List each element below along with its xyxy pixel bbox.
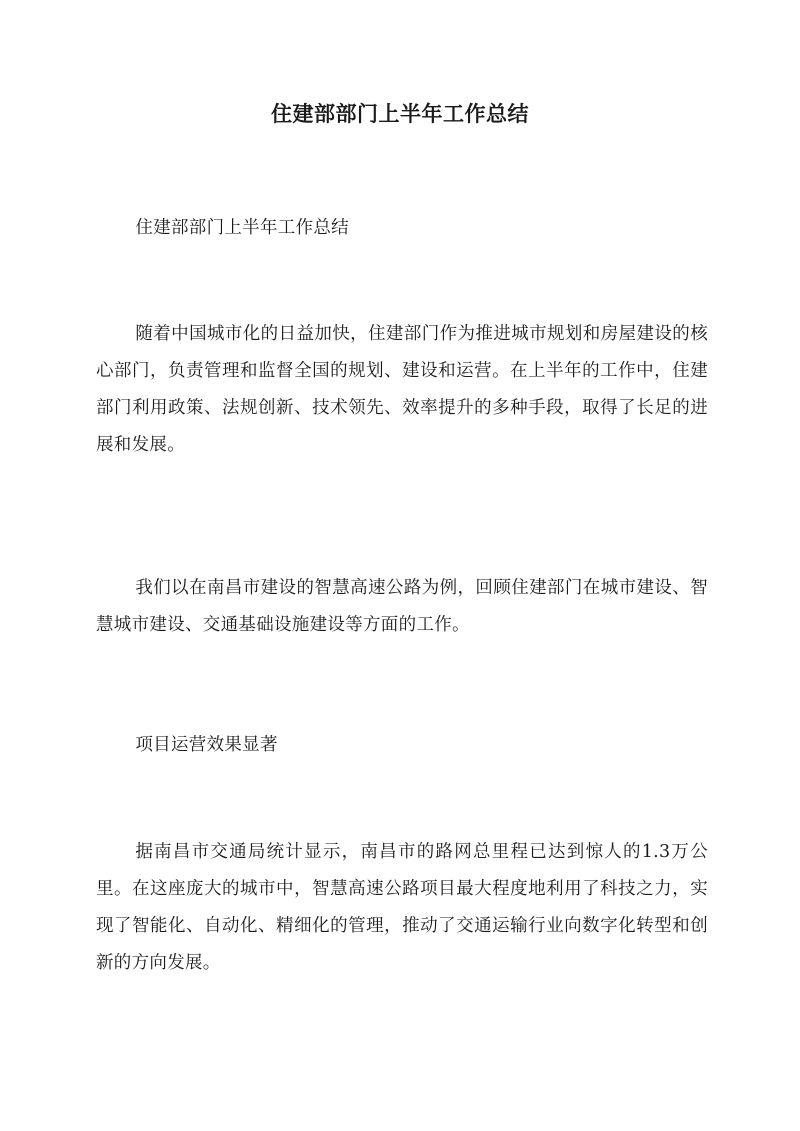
section-heading: 项目运营效果显著 xyxy=(135,735,278,755)
paragraph-intro: 随着中国城市化的日益加快，住建部门作为推进城市规划和房屋建设的核心部门，负责管理和监督全国的规划、建设和运营。在上半年的工作中，住建部门利用政策、法规创新、技术领先、效率提升的多种手段，取得了长足的进展和发展。 xyxy=(96,324,708,455)
document-title: 住建部部门上半年工作总结 xyxy=(271,101,529,126)
paragraph-subtitle: 住建部部门上半年工作总结 xyxy=(135,218,349,238)
paragraph-statistics: 据南昌市交通局统计显示，南昌市的路网总里程已达到惊人的1.3万公里。在这座庞大的城市中，智慧高速公路项目最大程度地利用了科技之力，实现了智能化、自动化、精细化的管理，推动了交通运输行业向数字化转型和创新的方向发展。 xyxy=(96,842,708,973)
paragraph-example: 我们以在南昌市建设的智慧高速公路为例，回顾住建部门在城市建设、智慧城市建设、交通基础设施建设等方面的工作。 xyxy=(96,578,708,635)
